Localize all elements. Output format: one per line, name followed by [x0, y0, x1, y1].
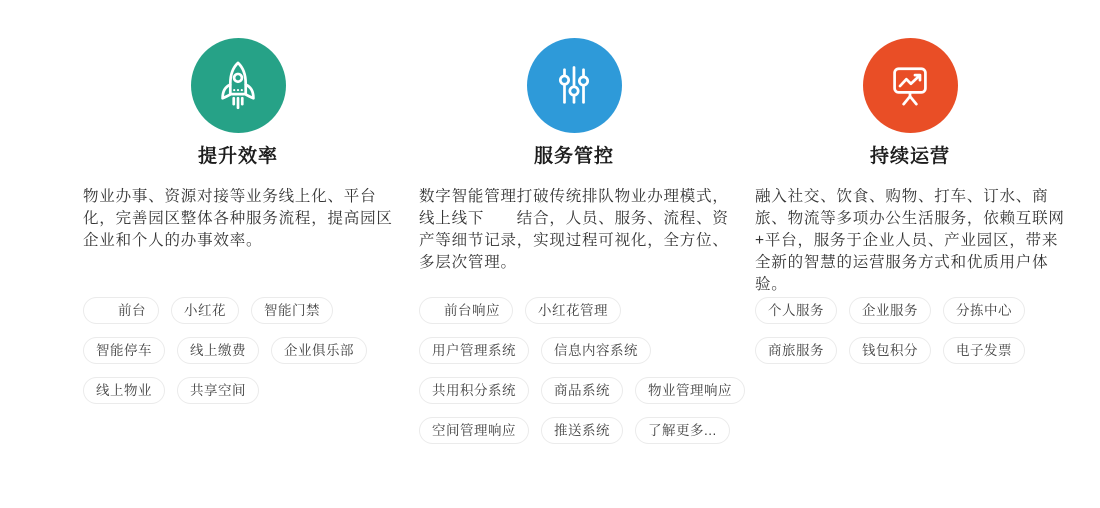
sliders-icon	[545, 57, 603, 115]
feature-column-efficiency	[83, 38, 393, 508]
tag-pill: 推送系统	[541, 417, 623, 444]
learn-more-pill[interactable]: 了解更多...	[635, 417, 730, 444]
tag-pill: 前台响应	[419, 297, 513, 324]
feature-column-operations	[755, 38, 1065, 508]
feature-tags	[755, 297, 1065, 364]
tag-pill: 商旅服务	[755, 337, 837, 364]
tag-row	[83, 337, 393, 364]
feature-tags	[83, 297, 393, 404]
tag-pill: 个人服务	[755, 297, 837, 324]
tag-row	[419, 337, 729, 364]
feature-column-service-control	[419, 38, 732, 508]
tag-pill: 信息内容系统	[541, 337, 651, 364]
tag-pill: 商品系统	[541, 377, 623, 404]
tag-pill: 物业管理响应	[635, 377, 745, 404]
rocket-icon	[209, 57, 267, 115]
rocket-icon-circle	[191, 38, 286, 133]
tag-pill: 线上物业	[83, 377, 165, 404]
presentation-chart-icon	[881, 57, 939, 115]
tag-row	[755, 297, 1065, 324]
tag-pill: 电子发票	[943, 337, 1025, 364]
feature-tags	[419, 297, 732, 444]
tag-row	[419, 297, 729, 324]
tag-pill: 分拣中心	[943, 297, 1025, 324]
feature-description: 融入社交、饮食、购物、打车、订水、商旅、物流等多项办公生活服务，依赖互联网+平台，服务于企业人员、产业园区，带来全新的智慧的运营服务方式和优质用户体验。	[755, 188, 1065, 293]
sliders-icon-circle	[527, 38, 622, 133]
tag-pill: 共用积分系统	[419, 377, 529, 404]
tag-row	[755, 337, 1065, 364]
tag-pill: 钱包积分	[849, 337, 931, 364]
feature-title: 提升效率	[197, 146, 278, 167]
tag-pill: 线上缴费	[177, 337, 259, 364]
tag-pill: 前台	[83, 297, 159, 324]
tag-pill: 空间管理响应	[419, 417, 529, 444]
feature-title: 持续运营	[869, 146, 950, 167]
tag-pill: 智能停车	[83, 337, 165, 364]
feature-title: 服务管控	[533, 146, 614, 167]
tag-pill: 企业服务	[849, 297, 931, 324]
feature-description: 数字智能管理打破传统排队物业办理模式，线上线下 结合，人员、服务、流程、资产等细节记录，实现过程可视化，全方位、多层次管理。	[419, 188, 729, 271]
tag-pill: 企业俱乐部	[271, 337, 367, 364]
tag-pill: 用户管理系统	[419, 337, 529, 364]
tag-row	[83, 297, 393, 324]
tag-row	[419, 417, 729, 444]
feature-description: 物业办事、资源对接等业务线上化、平台化，完善园区整体各种服务流程，提高园区企业和个人的办事效率。	[83, 188, 393, 249]
tag-pill: 智能门禁	[251, 297, 333, 324]
tag-pill: 小红花	[171, 297, 239, 324]
tag-pill: 共享空间	[177, 377, 259, 404]
tag-pill: 小红花管理	[525, 297, 621, 324]
presentation-chart-icon-circle	[863, 38, 958, 133]
tag-row	[419, 377, 732, 404]
tag-row	[83, 377, 393, 404]
